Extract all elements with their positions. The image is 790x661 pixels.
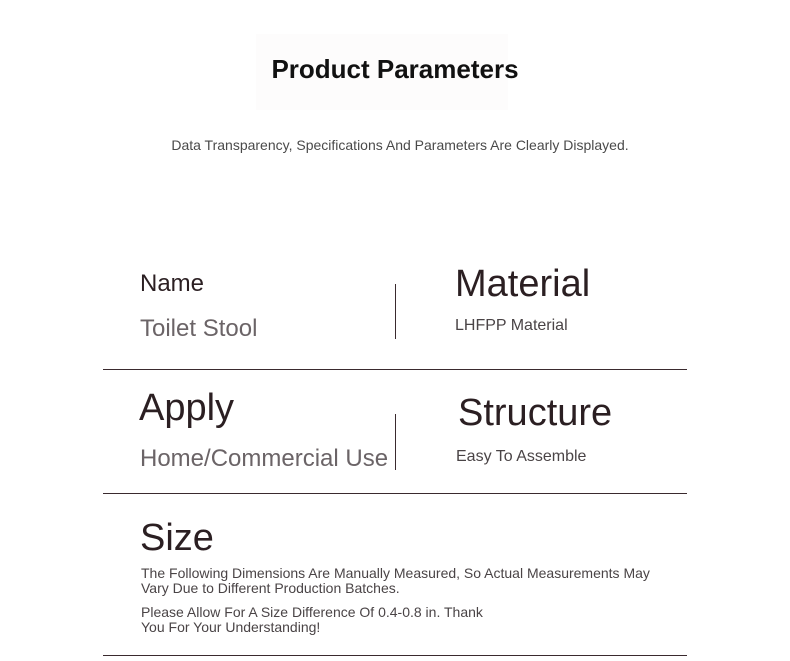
material-label: Material — [455, 263, 591, 305]
size-note-measurement: The Following Dimensions Are Manually Measured, So Actual Measurements May Vary Due to Different Production Batches. — [141, 565, 650, 596]
row-separator — [103, 369, 687, 370]
page-title: Product Parameters — [271, 54, 519, 84]
structure-label: Structure — [458, 392, 613, 434]
size-label: Size — [140, 517, 214, 559]
row1-divider — [395, 284, 396, 339]
row-separator — [103, 655, 687, 656]
apply-label: Apply — [139, 387, 235, 429]
page-subtitle: Data Transparency, Specifications And Parameters Are Clearly Displayed. — [171, 137, 629, 153]
material-value: LHFPP Material — [455, 317, 568, 334]
size-note-tolerance: Please Allow For A Size Difference Of 0.4-0.8 in. Thank You For Your Understanding! — [141, 604, 483, 635]
structure-value: Easy To Assemble — [456, 448, 587, 465]
name-label: Name — [140, 270, 205, 297]
name-value: Toilet Stool — [140, 315, 258, 342]
row2-divider — [395, 414, 396, 470]
row-separator — [103, 493, 687, 494]
apply-value: Home/Commercial Use — [140, 445, 389, 472]
